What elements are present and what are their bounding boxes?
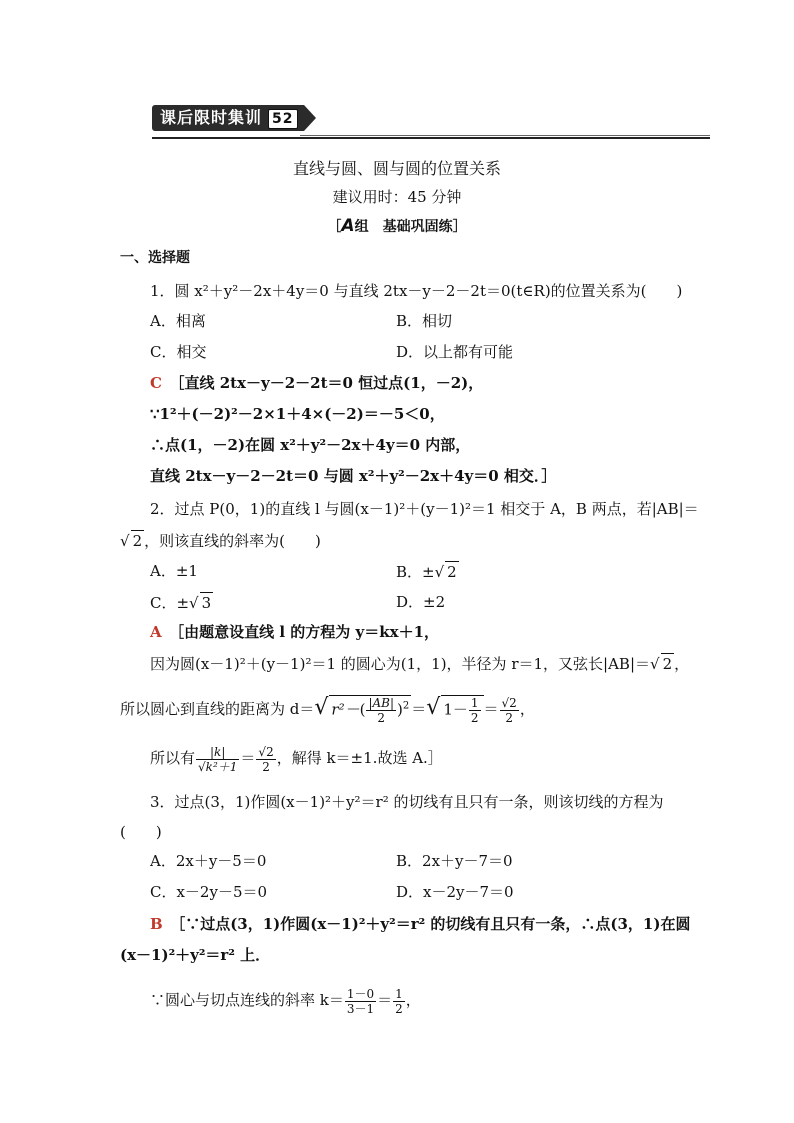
q2-k-denominator: k²＋1 <box>205 759 238 774</box>
q2-stem-line-1: 2．过点 P(0，1)的直线 l 与圆(x－1)²＋(y－1)²＝1 相交于 A，B 两点，若|AB|＝ <box>150 500 699 518</box>
q2-option-c-prefix: C．± <box>150 594 190 612</box>
group-text: 组 基础巩固练 <box>354 219 453 235</box>
q2-equals-1: ＝ <box>411 700 427 718</box>
tag-arrow-shape <box>304 105 316 131</box>
q1-solution-line-4: 直线 2tx－y－2－2t＝0 与圆 x²＋y²－2x＋4y＝0 相交．］ <box>150 467 557 485</box>
q2-equals-2: ＝ <box>483 700 499 718</box>
lesson-number: 52 <box>268 109 297 129</box>
q3-solution-line-3 <box>150 982 421 1018</box>
group-letter: A <box>341 216 355 236</box>
q3-stem-line-2: ( ) <box>120 823 162 841</box>
q2-ab-numerator: |AB| <box>368 695 395 710</box>
suggested-time: 建议用时：45 分钟 <box>332 188 462 206</box>
q3-stem-line-1: 3．过点(3，1)作圆(x－1)²＋y²＝r² 的切线有且只有一条，则该切线的方程为 <box>150 793 664 811</box>
q2-distance-label: 所以圆心到直线的距离为 d＝ <box>120 700 315 718</box>
q1-answer: C <box>150 374 162 392</box>
q2-half-numerator: 1 <box>470 695 479 710</box>
q2-option-b: B．±√ 2 <box>396 563 457 581</box>
q2-solution-text-2: 因为圆(x－1)²＋(y－1)²＝1 的圆心为(1，1)，半径为 r＝1，又弦长|AB|＝ <box>150 655 651 673</box>
group-bracket-open: ［ <box>327 219 342 235</box>
q3-option-c: C．x－2y－5＝0 <box>150 883 268 901</box>
q2-second-radical <box>441 695 483 725</box>
q2-stem-line-2: √ 2 ，则该直线的斜率为( ) <box>120 532 321 550</box>
q2-k-result-fraction: $\frac{√2}{2}$ <box>258 744 274 774</box>
section-heading: 一、选择题 <box>120 250 190 266</box>
q2-k-result-denominator: 2 <box>262 759 270 774</box>
q3-half-fraction <box>393 987 405 1016</box>
q2-solution-line-1 <box>150 622 439 642</box>
q1-solution-text-1: ［直线 2tx－y－2－2t＝0 恒过点(1，－2)， <box>176 374 484 392</box>
q2-solution-text-1: ［由题意设直线 l 的方程为 y＝kx＋1， <box>176 623 440 641</box>
q3-solution-text-1: ［∵过点(3，1)作圆(x－1)²＋y²＝r² 的切线有且只有一条，∴点(3，1)在圆 <box>177 915 691 933</box>
q2-k-numerator: |k| <box>196 745 239 760</box>
q3-solution-line-1 <box>150 914 690 934</box>
q3-half-denominator: 2 <box>395 1001 403 1016</box>
q1-option-d: D．以上都有可能 <box>396 343 514 361</box>
q1-stem: 1．圆 x²＋y²－2x＋4y＝0 与直线 2tx－y－2－2t＝0(t∈R)的位置关系为( ) <box>150 282 683 300</box>
q3-half-numerator: 1 <box>395 986 403 1001</box>
q2-distance-radical: r²－( $\frac{|AB|}{2}$ )$^2$ <box>331 695 410 725</box>
q2-option-c-radicand: 3 <box>201 594 212 612</box>
q3-option-b: B．2x＋y－7＝0 <box>396 852 513 870</box>
q2-stem-tail: ，则该直线的斜率为( ) <box>144 532 321 550</box>
q2-half-fraction <box>469 696 481 725</box>
q2-solution-comma: ， <box>674 655 690 673</box>
q2-line3-comma: ， <box>519 700 535 718</box>
q2-half-denominator: 2 <box>470 710 479 725</box>
q2-r-squared: r²－ <box>331 700 360 718</box>
q3-line3-comma: ， <box>405 991 421 1009</box>
q3-slope-label: ∵圆心与切点连线的斜率 k＝ <box>150 991 344 1009</box>
q3-solution-line-2: (x－1)²＋y²＝r² 上． <box>120 946 271 964</box>
q3-slope-fraction <box>345 987 376 1016</box>
q2-result-numerator: 2 <box>509 695 517 710</box>
q3-slope-denominator: 3－1 <box>346 1001 375 1016</box>
q2-answer: A <box>150 623 162 641</box>
q2-solution-line-2: 因为圆(x－1)²＋(y－1)²＝1 的圆心为(1，1)，半径为 r＝1，又弦长|AB|＝√ 2 ， <box>150 655 690 673</box>
q1-option-c: C．相交 <box>150 343 207 361</box>
header-rule-thick <box>152 137 710 139</box>
q2-ab-denominator: 2 <box>377 710 386 725</box>
q2-solution-line-3: 所以圆心到直线的距离为 d＝√ r²－( $\frac{|AB|}{2}$ )$^2$ ＝√ 1－ $\frac{1}{2}$ ＝ $\frac{√2}{2}$ ， <box>120 695 535 725</box>
q2-equals-3: ＝ <box>240 749 256 767</box>
q1-option-b: B．相切 <box>396 312 453 330</box>
q3-answer: B <box>150 915 163 933</box>
lesson-tag <box>152 105 304 131</box>
lesson-header <box>152 103 316 133</box>
header-rule-thin <box>300 135 710 136</box>
q1-solution-line-3: ∴点(1，－2)在圆 x²＋y²－2x＋4y＝0 内部， <box>150 436 471 454</box>
q1-option-a: A．相离 <box>150 312 206 330</box>
q3-slope-numerator: 1－0 <box>346 986 375 1001</box>
q2-result-fraction: $\frac{√2}{2}$ <box>501 695 517 725</box>
q2-option-c: C．±√ 3 <box>150 594 212 612</box>
group-bracket-close: ］ <box>452 219 467 235</box>
q3-equals: ＝ <box>377 991 393 1009</box>
q2-sqrt-value: 2 <box>132 532 143 550</box>
q2-conclusion: ，解得 k＝±1.故选 A.］ <box>276 749 443 767</box>
lesson-tag-label: 课后限时集训 <box>160 108 263 127</box>
q2-so-have: 所以有 <box>150 749 196 767</box>
q2-one-minus: 1－ <box>443 700 468 718</box>
q2-ab-half-fraction <box>366 696 396 725</box>
q2-solution-sqrt: 2 <box>662 655 673 673</box>
q1-solution-line-2: ∵1²＋(－2)²－2×1＋4×(－2)＝－5＜0， <box>150 405 445 423</box>
q2-option-b-radicand: 2 <box>447 563 457 581</box>
q2-option-d: D．±2 <box>396 593 446 611</box>
q3-option-d: D．x－2y－7＝0 <box>396 883 514 901</box>
q2-option-b-prefix: B．± <box>396 563 435 581</box>
q1-solution-line-1 <box>150 373 483 393</box>
q2-k-result-numerator: 2 <box>266 744 274 759</box>
q2-k-fraction: $\frac{|k|}{\text{√k²＋1}}$ <box>198 744 238 774</box>
q2-option-a: A．±1 <box>150 562 198 580</box>
page-title: 直线与圆、圆与圆的位置关系 <box>292 159 501 178</box>
group-label <box>0 216 794 236</box>
q3-option-a: A．2x＋y－5＝0 <box>150 852 267 870</box>
q2-result-denominator: 2 <box>505 710 513 725</box>
q2-solution-line-4 <box>150 740 443 776</box>
